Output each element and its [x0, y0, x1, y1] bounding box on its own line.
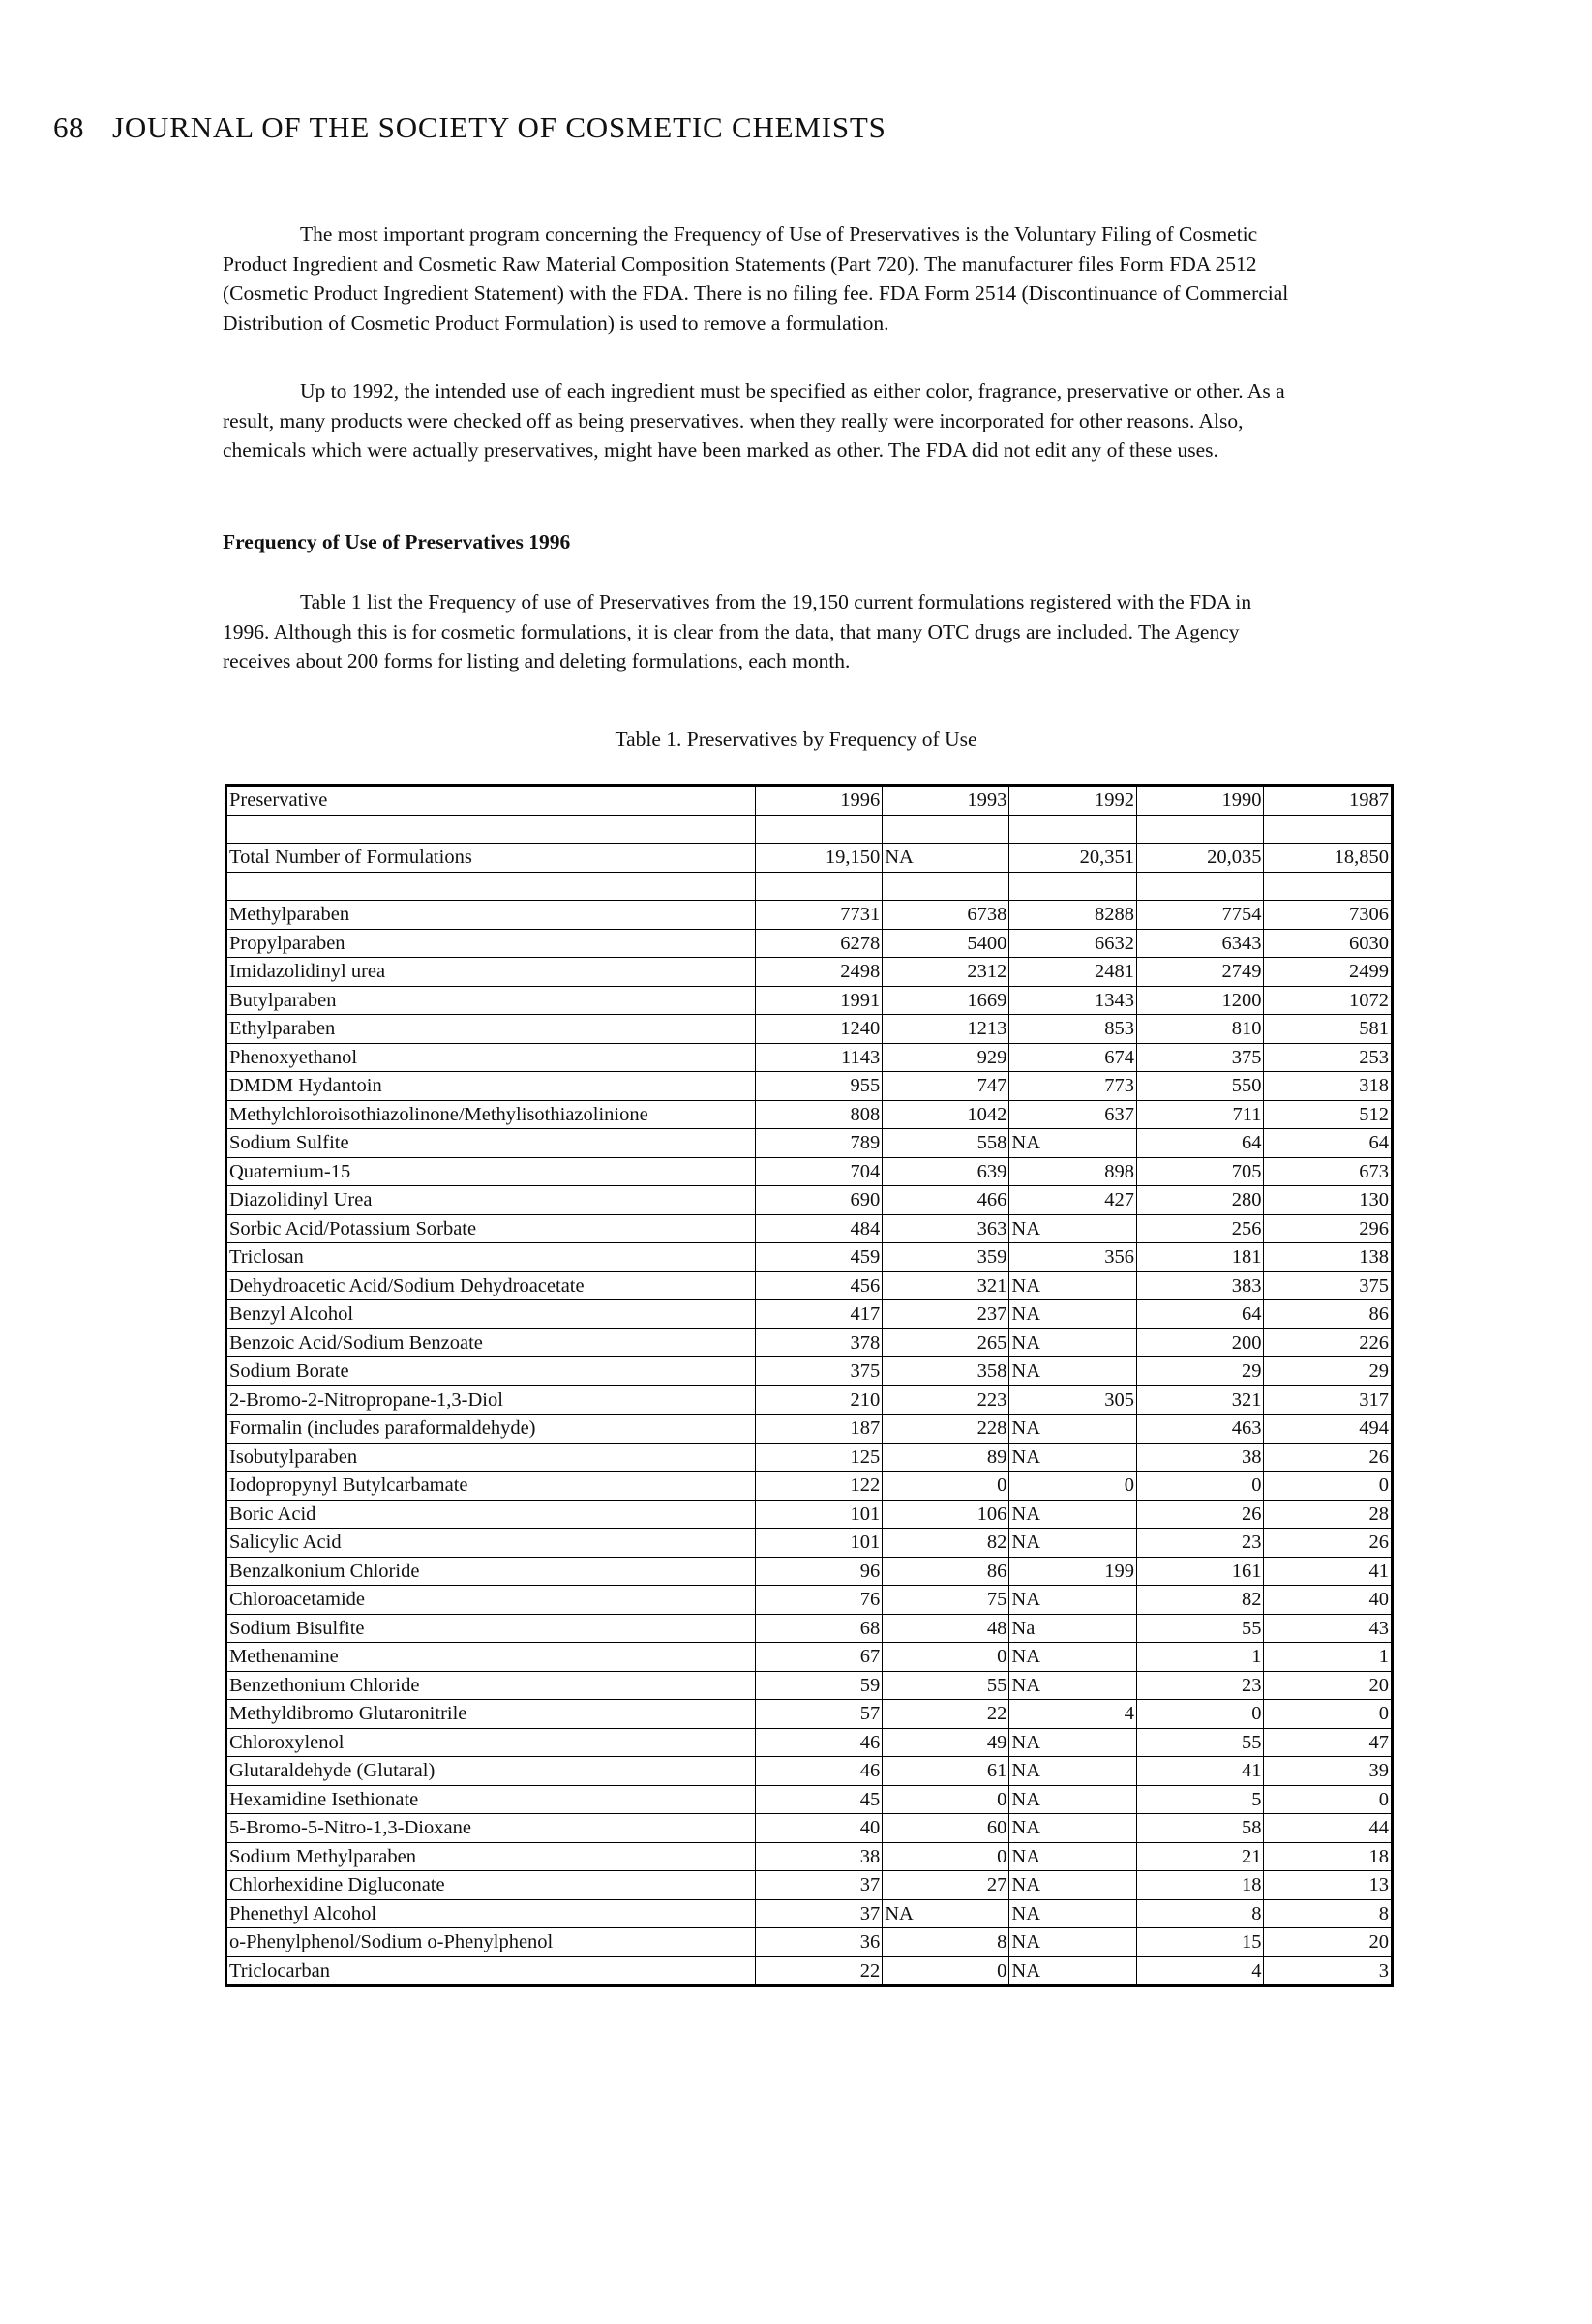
frequency-value: 37	[755, 1899, 883, 1928]
frequency-value: NA	[1009, 1899, 1137, 1928]
frequency-value: NA	[1009, 1129, 1137, 1158]
frequency-value: 0	[883, 1472, 1009, 1501]
frequency-value: 253	[1264, 1043, 1393, 1072]
frequency-value: 223	[883, 1385, 1009, 1415]
frequency-value: 466	[883, 1186, 1009, 1215]
frequency-value: 0	[1136, 1472, 1264, 1501]
preservative-name: Phenethyl Alcohol	[226, 1899, 756, 1928]
frequency-value: 0	[883, 1643, 1009, 1672]
frequency-value: 6030	[1264, 929, 1393, 958]
frequency-value: NA	[1009, 1814, 1137, 1843]
frequency-value: 6738	[883, 901, 1009, 930]
frequency-value: 356	[1009, 1243, 1137, 1272]
frequency-value: 375	[1264, 1271, 1393, 1300]
preservative-name: Iodopropynyl Butylcarbamate	[226, 1472, 756, 1501]
frequency-value: NA	[1009, 1443, 1137, 1472]
table-row	[226, 1728, 1393, 1757]
preservative-name: Imidazolidinyl urea	[226, 958, 756, 987]
frequency-value: 228	[883, 1415, 1009, 1444]
preservative-name: Methylparaben	[226, 901, 756, 930]
preservative-name: Sodium Borate	[226, 1357, 756, 1386]
frequency-value: NA	[1009, 1928, 1137, 1957]
frequency-value: 22	[883, 1700, 1009, 1729]
frequency-value: 28	[1264, 1500, 1393, 1529]
frequency-value: 2749	[1136, 958, 1264, 987]
page-number: 68	[53, 110, 84, 144]
total-value: 18,850	[1264, 844, 1393, 873]
preservative-name: Quaternium-15	[226, 1157, 756, 1186]
frequency-value: 673	[1264, 1157, 1393, 1186]
frequency-value: 181	[1136, 1243, 1264, 1272]
frequency-value: 67	[755, 1643, 883, 1672]
table-row	[226, 1842, 1393, 1871]
frequency-value: 704	[755, 1157, 883, 1186]
frequency-value: 20	[1264, 1928, 1393, 1957]
table-row	[226, 1956, 1393, 1986]
frequency-value: 0	[883, 1785, 1009, 1814]
frequency-value: 305	[1009, 1385, 1137, 1415]
frequency-value: 690	[755, 1186, 883, 1215]
frequency-value: 47	[1264, 1728, 1393, 1757]
frequency-value: 2498	[755, 958, 883, 987]
frequency-value: 55	[1136, 1614, 1264, 1643]
frequency-value: 0	[1264, 1785, 1393, 1814]
frequency-value: 265	[883, 1328, 1009, 1357]
paragraph-filing-program	[223, 220, 1292, 338]
preservative-name: Triclosan	[226, 1243, 756, 1272]
table-row	[226, 1586, 1393, 1615]
preservative-name: Sodium Sulfite	[226, 1129, 756, 1158]
frequency-value: 43	[1264, 1614, 1393, 1643]
frequency-value: 26	[1136, 1500, 1264, 1529]
preservative-name: Triclocarban	[226, 1956, 756, 1986]
frequency-value: NA	[1009, 1415, 1137, 1444]
preservative-name: Dehydroacetic Acid/Sodium Dehydroacetate	[226, 1271, 756, 1300]
frequency-value: 49	[883, 1728, 1009, 1757]
frequency-value: 59	[755, 1671, 883, 1700]
preservative-name: Glutaraldehyde (Glutaral)	[226, 1757, 756, 1786]
frequency-value: NA	[883, 1899, 1009, 1928]
frequency-value: 187	[755, 1415, 883, 1444]
frequency-value: NA	[1009, 1300, 1137, 1329]
table-row	[226, 1328, 1393, 1357]
table-row	[226, 1443, 1393, 1472]
frequency-value: 0	[1136, 1700, 1264, 1729]
frequency-value: 0	[883, 1956, 1009, 1986]
frequency-value: 29	[1264, 1357, 1393, 1386]
frequency-value: 383	[1136, 1271, 1264, 1300]
preservative-name: Chloroacetamide	[226, 1586, 756, 1615]
frequency-value: 96	[755, 1557, 883, 1586]
frequency-value: 1343	[1009, 986, 1137, 1015]
total-value: 19,150	[755, 844, 883, 873]
table-row	[226, 1157, 1393, 1186]
frequency-value: 39	[1264, 1757, 1393, 1786]
frequency-value: 199	[1009, 1557, 1137, 1586]
frequency-value: NA	[1009, 1328, 1137, 1357]
table-row	[226, 1671, 1393, 1700]
preservative-name: Chloroxylenol	[226, 1728, 756, 1757]
frequency-value: 456	[755, 1271, 883, 1300]
frequency-value: 280	[1136, 1186, 1264, 1215]
frequency-value: 6343	[1136, 929, 1264, 958]
table-row	[226, 1529, 1393, 1558]
total-value: 20,035	[1136, 844, 1264, 873]
table-row	[226, 1129, 1393, 1158]
frequency-value: 48	[883, 1614, 1009, 1643]
frequency-value: 558	[883, 1129, 1009, 1158]
preservative-name: Diazolidinyl Urea	[226, 1186, 756, 1215]
paragraph-table-intro	[223, 587, 1292, 676]
table-row	[226, 958, 1393, 987]
table-row	[226, 1643, 1393, 1672]
frequency-value: 76	[755, 1586, 883, 1615]
frequency-value: Na	[1009, 1614, 1137, 1643]
frequency-value: 484	[755, 1214, 883, 1243]
preservatives-table	[225, 784, 1394, 1987]
preservative-name: Methylchloroisothiazolinone/Methylisothiazolinione	[226, 1100, 756, 1129]
frequency-value: NA	[1009, 1271, 1137, 1300]
frequency-value: 15	[1136, 1928, 1264, 1957]
frequency-value: 226	[1264, 1328, 1393, 1357]
table-row	[226, 1243, 1393, 1272]
table-row	[226, 1271, 1393, 1300]
frequency-value: 375	[755, 1357, 883, 1386]
table-row	[226, 1757, 1393, 1786]
frequency-value: 1213	[883, 1015, 1009, 1044]
frequency-value: 40	[1264, 1586, 1393, 1615]
frequency-value: 711	[1136, 1100, 1264, 1129]
frequency-value: 7731	[755, 901, 883, 930]
frequency-value: NA	[1009, 1956, 1137, 1986]
table-row	[226, 1871, 1393, 1900]
frequency-value: 359	[883, 1243, 1009, 1272]
preservative-name: Phenoxyethanol	[226, 1043, 756, 1072]
frequency-value: 6632	[1009, 929, 1137, 958]
frequency-value: 138	[1264, 1243, 1393, 1272]
frequency-value: 68	[755, 1614, 883, 1643]
table-row	[226, 1385, 1393, 1415]
frequency-value: 417	[755, 1300, 883, 1329]
frequency-value: 637	[1009, 1100, 1137, 1129]
preservative-name: Benzoic Acid/Sodium Benzoate	[226, 1328, 756, 1357]
frequency-value: 45	[755, 1785, 883, 1814]
frequency-value: 86	[883, 1557, 1009, 1586]
frequency-value: 26	[1264, 1443, 1393, 1472]
frequency-value: 161	[1136, 1557, 1264, 1586]
frequency-value: NA	[1009, 1500, 1137, 1529]
frequency-value: NA	[1009, 1871, 1137, 1900]
frequency-value: 130	[1264, 1186, 1393, 1215]
frequency-value: 40	[755, 1814, 883, 1843]
frequency-value: 789	[755, 1129, 883, 1158]
frequency-value: 1	[1264, 1643, 1393, 1672]
preservative-name: Chlorhexidine Digluconate	[226, 1871, 756, 1900]
preservative-name: 2-Bromo-2-Nitropropane-1,3-Diol	[226, 1385, 756, 1415]
frequency-value: 8	[1264, 1899, 1393, 1928]
frequency-value: 5	[1136, 1785, 1264, 1814]
frequency-value: 8	[883, 1928, 1009, 1957]
frequency-value: 1240	[755, 1015, 883, 1044]
frequency-value: 38	[1136, 1443, 1264, 1472]
frequency-value: 321	[1136, 1385, 1264, 1415]
frequency-value: 0	[1264, 1700, 1393, 1729]
total-label: Total Number of Formulations	[226, 844, 756, 873]
table-row	[226, 1100, 1393, 1129]
frequency-value: 358	[883, 1357, 1009, 1386]
frequency-value: 38	[755, 1842, 883, 1871]
preservative-name: Sorbic Acid/Potassium Sorbate	[226, 1214, 756, 1243]
frequency-value: 22	[755, 1956, 883, 1986]
frequency-value: 29	[1136, 1357, 1264, 1386]
frequency-value: 46	[755, 1728, 883, 1757]
frequency-value: 3	[1264, 1956, 1393, 1986]
frequency-value: NA	[1009, 1643, 1137, 1672]
column-header: 1993	[883, 786, 1009, 816]
frequency-value: 1072	[1264, 986, 1393, 1015]
frequency-value: 58	[1136, 1814, 1264, 1843]
frequency-value: 0	[1264, 1472, 1393, 1501]
table-row	[226, 1614, 1393, 1643]
column-header: 1987	[1264, 786, 1393, 816]
column-header: 1992	[1009, 786, 1137, 816]
preservative-name: Butylparaben	[226, 986, 756, 1015]
paragraph-text: The most important program concerning the Frequency of Use of Preservatives is the Voluntary Filing of Cosmetic Product Ingredient and Cosmetic Raw Material Composition Statements (Part 720). The manufacturer files Form FDA 2512 (Cosmetic Product Ingredient Statement) with the FDA. There is no filing fee. FDA Form 2514 (Discontinuance of Commercial Distribution of Cosmetic Product Formulation) is used to remove a formulation.	[223, 223, 1289, 335]
frequency-value: 75	[883, 1586, 1009, 1615]
total-value: NA	[883, 844, 1009, 873]
frequency-value: 44	[1264, 1814, 1393, 1843]
table-row	[226, 1928, 1393, 1957]
frequency-value: 929	[883, 1043, 1009, 1072]
frequency-value: 4	[1009, 1700, 1137, 1729]
frequency-value: 8	[1136, 1899, 1264, 1928]
column-header: Preservative	[226, 786, 756, 816]
frequency-value: 7306	[1264, 901, 1393, 930]
frequency-value: 82	[1136, 1586, 1264, 1615]
preservative-name: Salicylic Acid	[226, 1529, 756, 1558]
preservative-name: Methenamine	[226, 1643, 756, 1672]
table-row	[226, 929, 1393, 958]
frequency-value: 581	[1264, 1015, 1393, 1044]
frequency-value: 512	[1264, 1100, 1393, 1129]
preservative-name: DMDM Hydantoin	[226, 1072, 756, 1101]
frequency-value: 237	[883, 1300, 1009, 1329]
frequency-value: NA	[1009, 1671, 1137, 1700]
table-body	[226, 786, 1393, 1986]
frequency-value: NA	[1009, 1842, 1137, 1871]
frequency-value: 36	[755, 1928, 883, 1957]
table-row	[226, 1043, 1393, 1072]
frequency-value: 106	[883, 1500, 1009, 1529]
frequency-value: 18	[1136, 1871, 1264, 1900]
frequency-value: 86	[1264, 1300, 1393, 1329]
paragraph-intended-use	[223, 376, 1292, 465]
column-header: 1996	[755, 786, 883, 816]
frequency-value: 1042	[883, 1100, 1009, 1129]
frequency-value: 550	[1136, 1072, 1264, 1101]
total-row	[226, 844, 1393, 873]
frequency-value: 747	[883, 1072, 1009, 1101]
frequency-value: 674	[1009, 1043, 1137, 1072]
frequency-value: 363	[883, 1214, 1009, 1243]
frequency-value: 321	[883, 1271, 1009, 1300]
preservative-name: 5-Bromo-5-Nitro-1,3-Dioxane	[226, 1814, 756, 1843]
total-value: 20,351	[1009, 844, 1137, 873]
frequency-value: 23	[1136, 1671, 1264, 1700]
frequency-value: 101	[755, 1529, 883, 1558]
frequency-value: 26	[1264, 1529, 1393, 1558]
table-row	[226, 1557, 1393, 1586]
spacer-row	[226, 815, 1393, 844]
frequency-value: 853	[1009, 1015, 1137, 1044]
preservative-name: Benzyl Alcohol	[226, 1300, 756, 1329]
frequency-value: NA	[1009, 1357, 1137, 1386]
table-caption: Table 1. Preservatives by Frequency of Use	[615, 728, 977, 751]
preservative-name: Methyldibromo Glutaronitrile	[226, 1700, 756, 1729]
frequency-value: 55	[1136, 1728, 1264, 1757]
frequency-value: 64	[1136, 1129, 1264, 1158]
frequency-value: 21	[1136, 1842, 1264, 1871]
table-row	[226, 1186, 1393, 1215]
frequency-value: NA	[1009, 1214, 1137, 1243]
paragraph-text: Table 1 list the Frequency of use of Preservatives from the 19,150 current formulations registered with the FDA in 1996. Although this is for cosmetic formulations, it is clear from the data, that many OTC drugs are included. The Agency receives about 200 forms for listing and deleting formulations, each month.	[223, 590, 1252, 672]
preservative-name: Benzalkonium Chloride	[226, 1557, 756, 1586]
frequency-value: NA	[1009, 1757, 1137, 1786]
table-row	[226, 1015, 1393, 1044]
frequency-value: 13	[1264, 1871, 1393, 1900]
frequency-value: NA	[1009, 1728, 1137, 1757]
frequency-value: NA	[1009, 1785, 1137, 1814]
preservative-name: Formalin (includes paraformaldehyde)	[226, 1415, 756, 1444]
frequency-value: 705	[1136, 1157, 1264, 1186]
table-row	[226, 1472, 1393, 1501]
frequency-value: 4	[1136, 1956, 1264, 1986]
frequency-value: 375	[1136, 1043, 1264, 1072]
frequency-value: 60	[883, 1814, 1009, 1843]
frequency-value: 494	[1264, 1415, 1393, 1444]
table-row	[226, 1899, 1393, 1928]
frequency-value: 27	[883, 1871, 1009, 1900]
preservative-name: Isobutylparaben	[226, 1443, 756, 1472]
frequency-value: 64	[1264, 1129, 1393, 1158]
frequency-value: 41	[1264, 1557, 1393, 1586]
frequency-value: 82	[883, 1529, 1009, 1558]
frequency-value: 125	[755, 1443, 883, 1472]
preservative-name: Sodium Methylparaben	[226, 1842, 756, 1871]
frequency-value: 0	[1009, 1472, 1137, 1501]
frequency-value: 639	[883, 1157, 1009, 1186]
frequency-value: 200	[1136, 1328, 1264, 1357]
frequency-value: 2312	[883, 958, 1009, 987]
frequency-value: NA	[1009, 1529, 1137, 1558]
frequency-value: 61	[883, 1757, 1009, 1786]
preservative-name: Sodium Bisulfite	[226, 1614, 756, 1643]
preservative-name: o-Phenylphenol/Sodium o-Phenylphenol	[226, 1928, 756, 1957]
frequency-value: 459	[755, 1243, 883, 1272]
frequency-value: NA	[1009, 1586, 1137, 1615]
frequency-value: 23	[1136, 1529, 1264, 1558]
frequency-value: 41	[1136, 1757, 1264, 1786]
frequency-value: 1143	[755, 1043, 883, 1072]
frequency-value: 20	[1264, 1671, 1393, 1700]
frequency-value: 101	[755, 1500, 883, 1529]
frequency-value: 1669	[883, 986, 1009, 1015]
table-row	[226, 1700, 1393, 1729]
table-row	[226, 1814, 1393, 1843]
frequency-value: 378	[755, 1328, 883, 1357]
frequency-value: 1991	[755, 986, 883, 1015]
frequency-value: 8288	[1009, 901, 1137, 930]
frequency-value: 810	[1136, 1015, 1264, 1044]
running-head	[0, 110, 1592, 149]
table-row	[226, 1415, 1393, 1444]
frequency-value: 5400	[883, 929, 1009, 958]
frequency-value: 210	[755, 1385, 883, 1415]
table-row	[226, 1357, 1393, 1386]
frequency-value: 296	[1264, 1214, 1393, 1243]
journal-title: JOURNAL OF THE SOCIETY OF COSMETIC CHEMISTS	[112, 110, 886, 144]
paragraph-text: Up to 1992, the intended use of each ingredient must be specified as either color, fragrance, preservative or other. As a result, many products were checked off as being preservatives. when they really were incorporated for other reasons. Also, chemicals which were actually preservatives, might have been marked as other. The FDA did not edit any of these uses.	[223, 379, 1285, 462]
frequency-value: 0	[883, 1842, 1009, 1871]
section-heading: Frequency of Use of Preservatives 1996	[223, 530, 571, 553]
frequency-value: 1	[1136, 1643, 1264, 1672]
frequency-value: 773	[1009, 1072, 1137, 1101]
frequency-value: 64	[1136, 1300, 1264, 1329]
frequency-value: 46	[755, 1757, 883, 1786]
frequency-value: 57	[755, 1700, 883, 1729]
frequency-value: 122	[755, 1472, 883, 1501]
frequency-value: 18	[1264, 1842, 1393, 1871]
frequency-value: 55	[883, 1671, 1009, 1700]
frequency-value: 2481	[1009, 958, 1137, 987]
frequency-value: 808	[755, 1100, 883, 1129]
table-row	[226, 1072, 1393, 1101]
table-header-row	[226, 786, 1393, 816]
frequency-value: 37	[755, 1871, 883, 1900]
frequency-value: 89	[883, 1443, 1009, 1472]
table-row	[226, 1500, 1393, 1529]
table-row	[226, 901, 1393, 930]
frequency-value: 463	[1136, 1415, 1264, 1444]
table-row	[226, 1300, 1393, 1329]
column-header: 1990	[1136, 786, 1264, 816]
table-row	[226, 1785, 1393, 1814]
frequency-value: 1200	[1136, 986, 1264, 1015]
preservative-name: Boric Acid	[226, 1500, 756, 1529]
preservative-name: Ethylparaben	[226, 1015, 756, 1044]
table-row	[226, 986, 1393, 1015]
preservative-name: Propylparaben	[226, 929, 756, 958]
frequency-value: 256	[1136, 1214, 1264, 1243]
frequency-value: 6278	[755, 929, 883, 958]
preservative-name: Benzethonium Chloride	[226, 1671, 756, 1700]
preservative-name: Hexamidine Isethionate	[226, 1785, 756, 1814]
table-row	[226, 1214, 1393, 1243]
frequency-value: 317	[1264, 1385, 1393, 1415]
frequency-value: 955	[755, 1072, 883, 1101]
frequency-value: 427	[1009, 1186, 1137, 1215]
frequency-value: 318	[1264, 1072, 1393, 1101]
frequency-value: 898	[1009, 1157, 1137, 1186]
spacer-row	[226, 872, 1393, 901]
frequency-value: 2499	[1264, 958, 1393, 987]
frequency-value: 7754	[1136, 901, 1264, 930]
